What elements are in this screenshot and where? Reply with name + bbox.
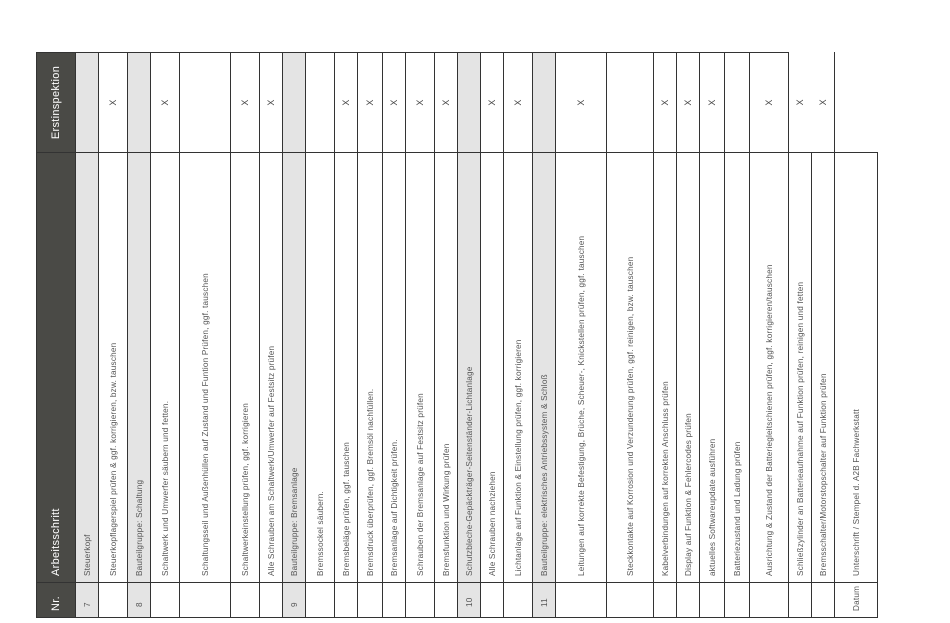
work-step-cell: Display auf Funktion & Fehlercodes prüfen: [677, 153, 700, 583]
signature-label: Unterschrift / Stempel d. A2B Fachwerkstatt: [835, 153, 878, 583]
row-number-cell: [99, 583, 128, 618]
row-number-cell: [700, 583, 725, 618]
erstinspektion-check-cell: [725, 53, 750, 153]
erstinspektion-check-cell: [458, 53, 481, 153]
checklist-row: [481, 53, 504, 618]
row-number-cell: [406, 583, 435, 618]
checklist-row: [504, 53, 533, 618]
work-step-cell: Alle Schrauben am Schaltwerk/Umwerfer auf Festsitz prüfen: [260, 153, 283, 583]
work-step-cell: Alle Schrauben nachziehen: [481, 153, 504, 583]
row-number-cell: 11: [533, 583, 556, 618]
row-number-cell: 10: [458, 583, 481, 618]
erstinspektion-check-cell: [533, 53, 556, 153]
row-number-cell: [231, 583, 260, 618]
erstinspektion-check-cell: X: [335, 53, 358, 153]
group-title-cell: Schutzbleche-Gepäckträger-Seitenständer-Lichtanlage: [458, 153, 481, 583]
row-number-cell: 8: [128, 583, 151, 618]
erstinspektion-check-cell: X: [358, 53, 383, 153]
checklist-row: [151, 53, 180, 618]
row-number-cell: 9: [283, 583, 306, 618]
checklist-row: [99, 53, 128, 618]
work-step-cell: aktuelles Softwareupdate ausführen: [700, 153, 725, 583]
signature-row: [835, 53, 878, 618]
erstinspektion-check-cell: X: [654, 53, 677, 153]
row-number-cell: [306, 583, 335, 618]
erstinspektion-check-cell: X: [99, 53, 128, 153]
checklist-row: [406, 53, 435, 618]
work-step-cell: Steckkontakte auf Korrosion und Verzunderung prüfen, ggf. reinigen, bzw. tauschen: [607, 153, 654, 583]
checklist-row: [750, 53, 789, 618]
row-number-cell: [725, 583, 750, 618]
erstinspektion-check-cell: X: [504, 53, 533, 153]
inspection-checklist-table: [36, 52, 878, 618]
checklist-row: [260, 53, 283, 618]
checklist-body: [76, 53, 835, 618]
checklist-row: [358, 53, 383, 618]
erstinspektion-check-cell: X: [260, 53, 283, 153]
group-title-cell: Bauteilgruppe: elektrisches Antriebssystem & Schloß: [533, 153, 556, 583]
group-header-row: [458, 53, 481, 618]
row-number-cell: [358, 583, 383, 618]
group-header-row: [533, 53, 556, 618]
date-label: Datum: [835, 583, 878, 618]
work-step-cell: Kabelverbindungen auf korrekten Anschluss prüfen: [654, 153, 677, 583]
work-step-cell: Schaltwerk und Umwerfer säubern und fetten.: [151, 153, 180, 583]
checklist-row: [556, 53, 607, 618]
checklist-row: [306, 53, 335, 618]
column-header-erstinspektion: Erstinspektion: [37, 53, 76, 153]
row-number-cell: [151, 583, 180, 618]
erstinspektion-check-cell: X: [435, 53, 458, 153]
row-number-cell: [260, 583, 283, 618]
erstinspektion-check-cell: X: [700, 53, 725, 153]
row-number-cell: [435, 583, 458, 618]
checklist-row: [654, 53, 677, 618]
work-step-cell: Batteriezustand und Ladung prüfen: [725, 153, 750, 583]
checklist-row: [180, 53, 231, 618]
erstinspektion-check-cell: X: [151, 53, 180, 153]
erstinspektion-check-cell: [180, 53, 231, 153]
column-header-nr: Nr.: [37, 583, 76, 618]
checklist-row: [607, 53, 654, 618]
group-title-cell: Bauteilgruppe: Schaltung: [128, 153, 151, 583]
row-number-cell: [750, 583, 789, 618]
row-number-cell: [607, 583, 654, 618]
group-header-row: [76, 53, 99, 618]
checklist-row: [700, 53, 725, 618]
group-title-cell: Bauteilgruppe: Bremsanlage: [283, 153, 306, 583]
row-number-cell: [383, 583, 406, 618]
work-step-cell: Lichtanlage auf Funktion & Einstellung prüfen, ggf. korrigieren: [504, 153, 533, 583]
row-number-cell: 7: [76, 583, 99, 618]
checklist-row: [335, 53, 358, 618]
checklist-row: [231, 53, 260, 618]
work-step-cell: Bremsbeläge prüfen, ggf. tauschen: [335, 153, 358, 583]
group-header-row: [128, 53, 151, 618]
erstinspektion-check-cell: [306, 53, 335, 153]
row-number-cell: [677, 583, 700, 618]
work-step-cell: Schrauben der Bremsanlage auf Festsitz prüfen: [406, 153, 435, 583]
row-number-cell: [556, 583, 607, 618]
signature-blank-cell: [835, 53, 878, 153]
row-number-cell: [789, 583, 812, 618]
erstinspektion-check-cell: [607, 53, 654, 153]
work-step-cell: Bremsanlage auf Dichtigkeit prüfen.: [383, 153, 406, 583]
column-header-arbeitsschritt: Arbeitsschritt: [37, 153, 76, 583]
work-step-cell: Ausrichtung & Zustand der Batteriegleitschienen prüfen, ggf. korrigieren/tauschen: [750, 153, 789, 583]
work-step-cell: Steuerkopflagerspiel prüfen & ggf. korrigieren, bzw. tauschen: [99, 153, 128, 583]
erstinspektion-check-cell: [128, 53, 151, 153]
erstinspektion-check-cell: [76, 53, 99, 153]
work-step-cell: Bremsdruck überprüfen, ggf. Bremsöl nachfüllen.: [358, 153, 383, 583]
work-step-cell: Bremsfunktion und Wirkung prüfen: [435, 153, 458, 583]
checklist-row: [677, 53, 700, 618]
group-title-cell: Steuerkopf: [76, 153, 99, 583]
checklist-row: [789, 53, 812, 618]
checklist-row: [383, 53, 406, 618]
erstinspektion-check-cell: [283, 53, 306, 153]
work-step-cell: Schließzylinder an Batterieaufnahme auf Funktion prüfen, reinigen und fetten: [789, 153, 812, 583]
work-step-cell: Leitungen auf korrekte Befestigung, Brüche, Scheuer-, Knickstellen prüfen, ggf. tauschen: [556, 153, 607, 583]
row-number-cell: [504, 583, 533, 618]
row-number-cell: [481, 583, 504, 618]
erstinspektion-check-cell: X: [406, 53, 435, 153]
checklist-row: [725, 53, 750, 618]
group-header-row: [283, 53, 306, 618]
row-number-cell: [654, 583, 677, 618]
checklist-row: [812, 53, 835, 618]
checklist-row: [435, 53, 458, 618]
erstinspektion-check-cell: X: [750, 53, 789, 153]
erstinspektion-check-cell: X: [231, 53, 260, 153]
erstinspektion-check-cell: X: [556, 53, 607, 153]
work-step-cell: Bremsschalter/Motorstopschalter auf Funktion prüfen: [812, 153, 835, 583]
erstinspektion-check-cell: X: [481, 53, 504, 153]
row-number-cell: [335, 583, 358, 618]
work-step-cell: Schaltwerkeinstellung prüfen, ggf. korrigieren: [231, 153, 260, 583]
erstinspektion-check-cell: X: [383, 53, 406, 153]
row-number-cell: [812, 583, 835, 618]
erstinspektion-check-cell: X: [812, 53, 835, 153]
table-header-row: [37, 53, 76, 618]
row-number-cell: [180, 583, 231, 618]
erstinspektion-check-cell: X: [677, 53, 700, 153]
work-step-cell: Schaltungsseil und Außenhüllen auf Zustand und Funtion Prüfen, ggf. tauschen: [180, 153, 231, 583]
work-step-cell: Bremssockel säubern.: [306, 153, 335, 583]
erstinspektion-check-cell: X: [789, 53, 812, 153]
